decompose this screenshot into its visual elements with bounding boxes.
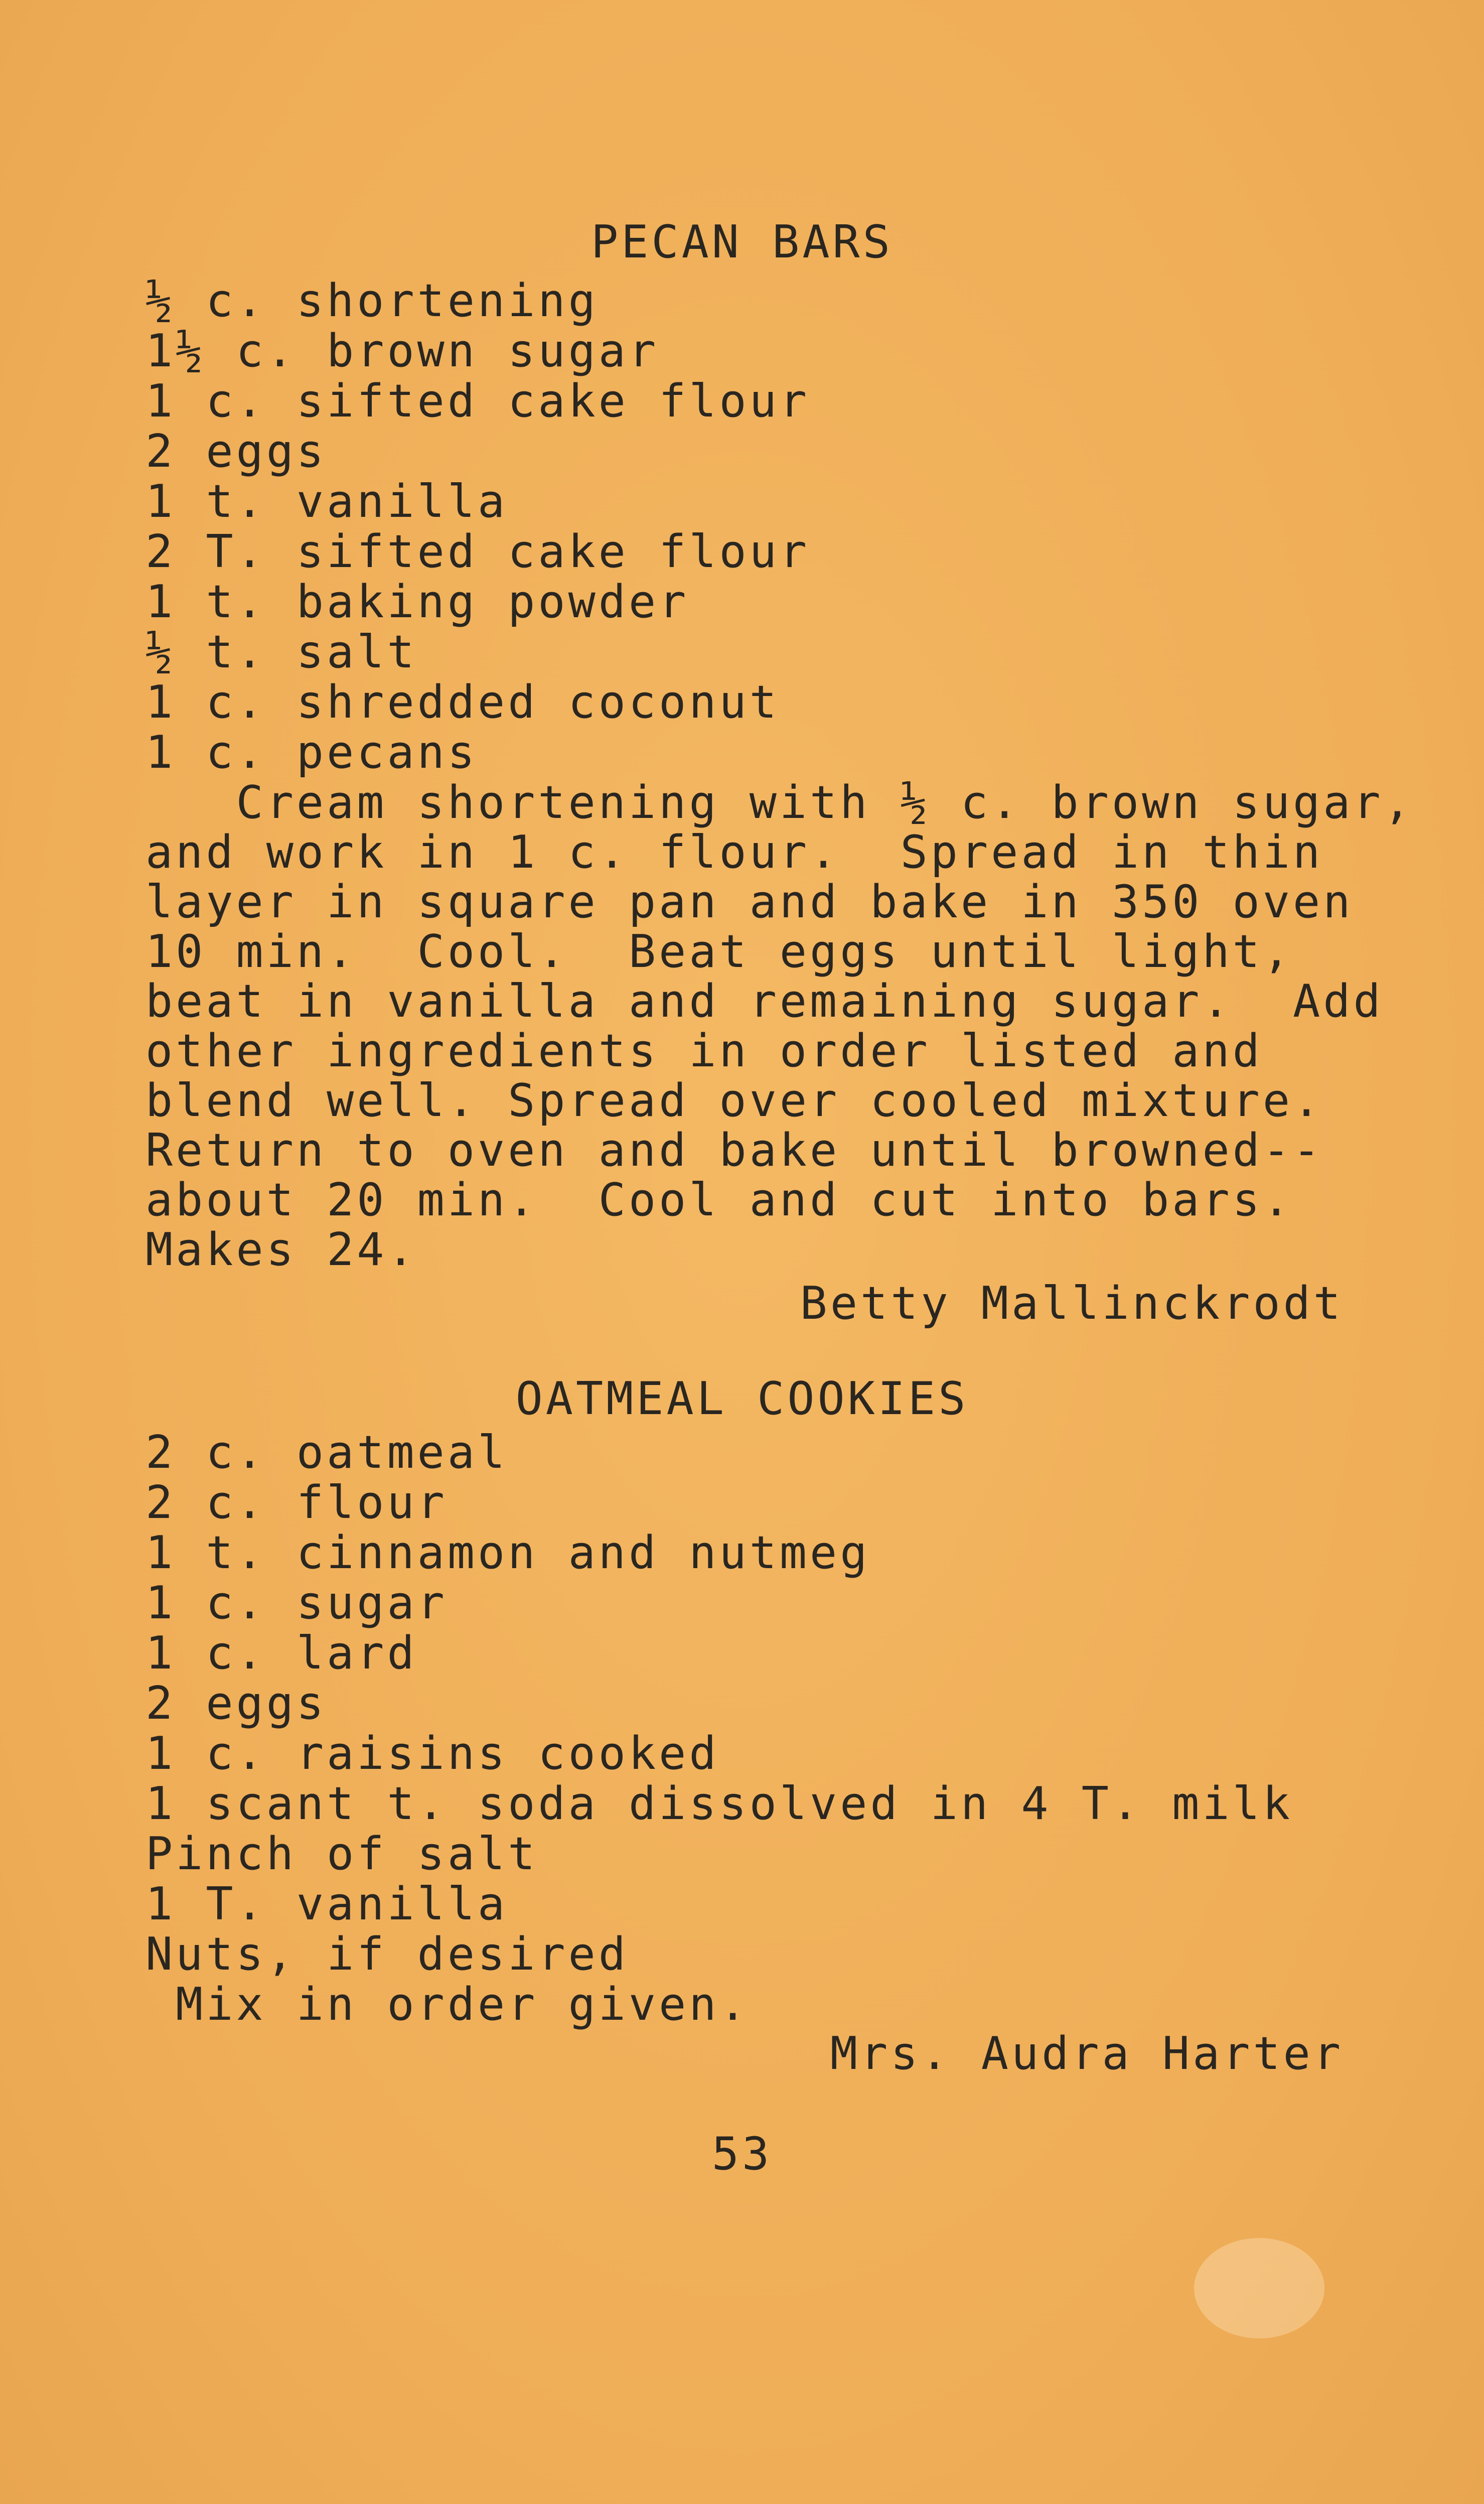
ingredient-item: Pinch of salt bbox=[145, 1828, 538, 1880]
ingredient-item: ½ c. shortening bbox=[145, 274, 599, 327]
instruction-line: and work in 1 c. flour. Spread in thin bbox=[145, 826, 1323, 879]
instruction-line: Makes 24. bbox=[145, 1223, 417, 1276]
ingredient-item: 1 c. raisins cooked bbox=[145, 1727, 719, 1780]
ingredient-item: 2 c. oatmeal bbox=[145, 1426, 508, 1479]
ingredient-item: 2 eggs bbox=[145, 1677, 327, 1730]
instruction-line: Mix in order given. bbox=[145, 1978, 750, 2031]
instruction-line: Cream shortening with ½ c. brown sugar, bbox=[145, 776, 1414, 829]
instruction-line: beat in vanilla and remaining sugar. Add bbox=[145, 975, 1384, 1028]
ingredient-item: 1½ c. brown sugar bbox=[145, 325, 659, 377]
instruction-line: 10 min. Cool. Beat eggs until light, bbox=[145, 925, 1293, 978]
ingredient-item: 2 c. flour bbox=[145, 1476, 448, 1529]
ingredient-list-oatmeal-cookies bbox=[145, 1428, 1293, 1980]
ingredient-item: Nuts, if desired bbox=[145, 1928, 629, 1981]
ingredient-item: 1 t. baking powder bbox=[145, 576, 689, 628]
instruction-line: about 20 min. Cool and cut into bars. bbox=[145, 1174, 1293, 1226]
ingredient-item: ½ t. salt bbox=[145, 626, 417, 678]
ingredient-item: 2 T. sifted cake flour bbox=[145, 525, 810, 578]
instruction-line: layer in square pan and bake in 350 oven bbox=[145, 876, 1354, 928]
ingredient-item: 1 c. shredded coconut bbox=[145, 676, 780, 729]
ingredient-item: 1 scant t. soda dissolved in 4 T. milk bbox=[145, 1777, 1293, 1830]
recipe-author-oatmeal-cookies: Mrs. Audra Harter bbox=[830, 2027, 1344, 2080]
ingredient-item: 1 c. pecans bbox=[145, 726, 478, 779]
ingredient-item: 1 t. vanilla bbox=[145, 475, 508, 528]
page-number: 53 bbox=[711, 2128, 773, 2180]
instruction-line: other ingredients in order listed and bbox=[145, 1025, 1263, 1077]
ingredient-item: 1 c. sugar bbox=[145, 1577, 448, 1629]
ingredient-item: 2 eggs bbox=[145, 425, 327, 478]
ingredient-list-pecan-bars bbox=[145, 276, 810, 778]
recipe-title-pecan-bars: PECAN BARS bbox=[591, 216, 893, 268]
ingredient-item: 1 c. lard bbox=[145, 1627, 417, 1680]
ingredient-item: 1 t. cinnamon and nutmeg bbox=[145, 1526, 870, 1579]
instruction-line: blend well. Spread over cooled mixture. bbox=[145, 1074, 1323, 1127]
instructions-oatmeal-cookies bbox=[145, 1980, 750, 2029]
recipe-author-pecan-bars: Betty Mallinckrodt bbox=[800, 1277, 1344, 1330]
ingredient-item: 1 T. vanilla bbox=[145, 1878, 508, 1930]
instructions-pecan-bars bbox=[145, 778, 1414, 1275]
ingredient-item: 1 c. sifted cake flour bbox=[145, 375, 810, 428]
paper-blemish bbox=[1194, 2238, 1324, 2338]
recipe-title-oatmeal-cookies: OATMEAL COOKIES bbox=[515, 1372, 969, 1425]
instruction-line: Return to oven and bake until browned-- bbox=[145, 1124, 1323, 1177]
